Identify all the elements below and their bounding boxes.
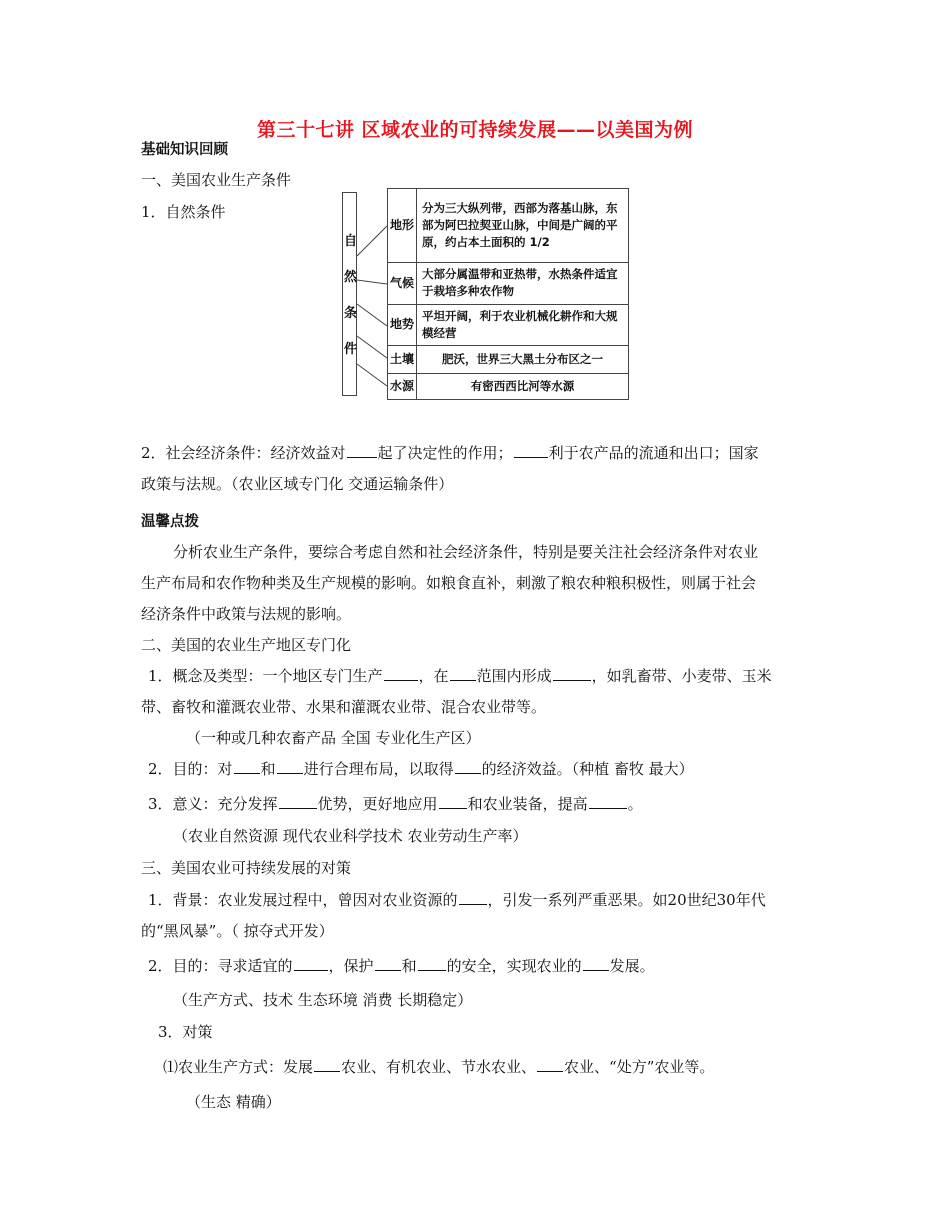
s3-item2-answer: （生产方式、技术 生态环境 消费 长期稳定） — [173, 991, 473, 1009]
socio-economic-line-2: 政策与法规。（农业区域专门化 交通运输条件） — [141, 475, 454, 493]
diagram-label-char: 自 — [343, 234, 357, 249]
tip-heading: 温馨点拨 — [141, 514, 199, 530]
tip-line-2: 生产布局和农作物种类及生产规模的影响。如粮食直补，刺激了粮农种粮积极性，则属于社会 — [141, 574, 757, 592]
tip-line-1: 分析农业生产条件，要综合考虑自然和社会经济条件，特别是要关注社会经济条件对农业 — [173, 543, 759, 561]
s2-item2 — [148, 758, 694, 779]
text: 范围内形成 — [476, 667, 552, 685]
blank — [347, 443, 377, 458]
text: 农业、有机农业、节水农业、 — [341, 1058, 537, 1076]
blank — [234, 759, 260, 774]
diagram-row — [388, 263, 629, 304]
text: 起了决定性的作用； — [377, 444, 513, 462]
blank — [277, 759, 303, 774]
text: ⑴农业生产方式：发展 — [163, 1058, 314, 1076]
section-3-heading: 三、美国农业可持续发展的对策 — [141, 859, 352, 877]
text: ，在 — [418, 667, 449, 685]
s3-item3-heading: 3．对策 — [158, 1023, 213, 1041]
text: 发展。 — [609, 957, 655, 975]
text: 1．概念及类型：一个地区专门生产 — [148, 667, 383, 685]
text: 进行合理布局，以取得 — [303, 760, 454, 778]
blank — [384, 666, 418, 681]
s2-item3 — [148, 793, 643, 814]
diagram-value: 平坦开阔，利于农业机械化耕作和大规模经营 — [417, 304, 629, 345]
s2-item3-answer: （农业自然资源 现代农业科学技术 农业劳动生产率） — [173, 827, 528, 845]
s2-item1-line2: 带、畜牧和灌溉农业带、水果和灌溉农业带、混合农业带等。 — [141, 698, 547, 716]
s3-item1-line1 — [148, 889, 766, 910]
blank — [439, 794, 467, 809]
diagram-key: 水源 — [388, 373, 417, 399]
text: 和 — [260, 760, 276, 778]
text: 3．意义：充分发挥 — [148, 795, 278, 813]
text: 和 — [401, 957, 417, 975]
text: ，保护 — [328, 957, 374, 975]
blank — [514, 443, 548, 458]
diagram-row — [388, 304, 629, 345]
diagram-row — [388, 189, 629, 263]
s3-item3-sub1-answer: （生态 精确） — [186, 1093, 281, 1111]
text: ，引发一系列严重恶果。如20世纪30年代 — [487, 891, 766, 909]
natural-conditions-diagram — [340, 186, 632, 402]
s3-item1-line2: 的“黑风暴”。（ 掠夺式开发） — [141, 922, 334, 940]
page-title: 第三十七讲 区域农业的可持续发展——以美国为例 — [256, 119, 694, 141]
diagram-label-char: 然 — [343, 270, 357, 285]
diagram-value: 肥沃，世界三大黑土分布区之一 — [417, 345, 629, 373]
text: 2．社会经济条件：经济效益对 — [141, 444, 346, 462]
diagram-value: 有密西西比河等水源 — [417, 373, 629, 399]
diagram-table — [387, 188, 629, 400]
socio-economic-line-1 — [141, 442, 759, 463]
text: 利于农产品的流通和出口；国家 — [548, 444, 759, 462]
text: 优势，更好地应用 — [317, 795, 438, 813]
diagram-key: 土壤 — [388, 345, 417, 373]
diagram-row — [388, 345, 629, 373]
text: 农业、“处方”农业等。 — [564, 1058, 715, 1076]
text: 1．背景：农业发展过程中，曾因对农业资源的 — [148, 891, 458, 909]
diagram-key: 气候 — [388, 263, 417, 304]
natural-conditions-item: 1．自然条件 — [141, 203, 226, 221]
s3-item3-sub1 — [163, 1056, 714, 1077]
text: 2．目的：寻求适宜的 — [148, 957, 293, 975]
blank — [294, 956, 328, 971]
diagram-value: 大部分属温带和亚热带，水热条件适宜于栽培多种农作物 — [417, 263, 629, 304]
section-1-heading: 一、美国农业生产条件 — [141, 171, 292, 189]
tip-line-3: 经济条件中政策与法规的影响。 — [141, 605, 352, 623]
diagram-label-char: 条 — [343, 306, 357, 321]
section-2-heading: 二、美国的农业生产地区专门化 — [141, 636, 352, 654]
text: 的安全，实现农业的 — [446, 957, 582, 975]
blank — [537, 1057, 563, 1072]
blank — [455, 759, 481, 774]
s2-item1-answer: （一种或几种农畜产品 全国 专业化生产区） — [186, 729, 481, 747]
diagram-row — [388, 373, 629, 399]
blank — [450, 666, 476, 681]
blank — [589, 794, 627, 809]
blank — [418, 956, 446, 971]
text: 2．目的：对 — [148, 760, 233, 778]
diagram-value: 分为三大纵列带，西部为落基山脉，东部为阿巴拉契亚山脉，中间是广阔的平原，约占本土面积的 1/2 — [417, 189, 629, 263]
blank — [583, 956, 609, 971]
diagram-key: 地形 — [388, 189, 417, 263]
blank — [279, 794, 317, 809]
blank — [375, 956, 401, 971]
blank — [553, 666, 591, 681]
blank — [459, 890, 487, 905]
s3-item2 — [148, 955, 655, 976]
diagram-label-char: 件 — [343, 342, 357, 357]
blank — [314, 1057, 340, 1072]
text: ，如乳畜带、小麦带、玉米 — [591, 667, 772, 685]
text: 和农业装备，提高 — [467, 795, 588, 813]
text: 。 — [627, 795, 643, 813]
diagram-key: 地势 — [388, 304, 417, 345]
text: 的经济效益。（种植 畜牧 最大） — [481, 760, 694, 778]
s2-item1-line1 — [148, 665, 772, 686]
section-basic-heading: 基础知识回顾 — [141, 142, 228, 158]
